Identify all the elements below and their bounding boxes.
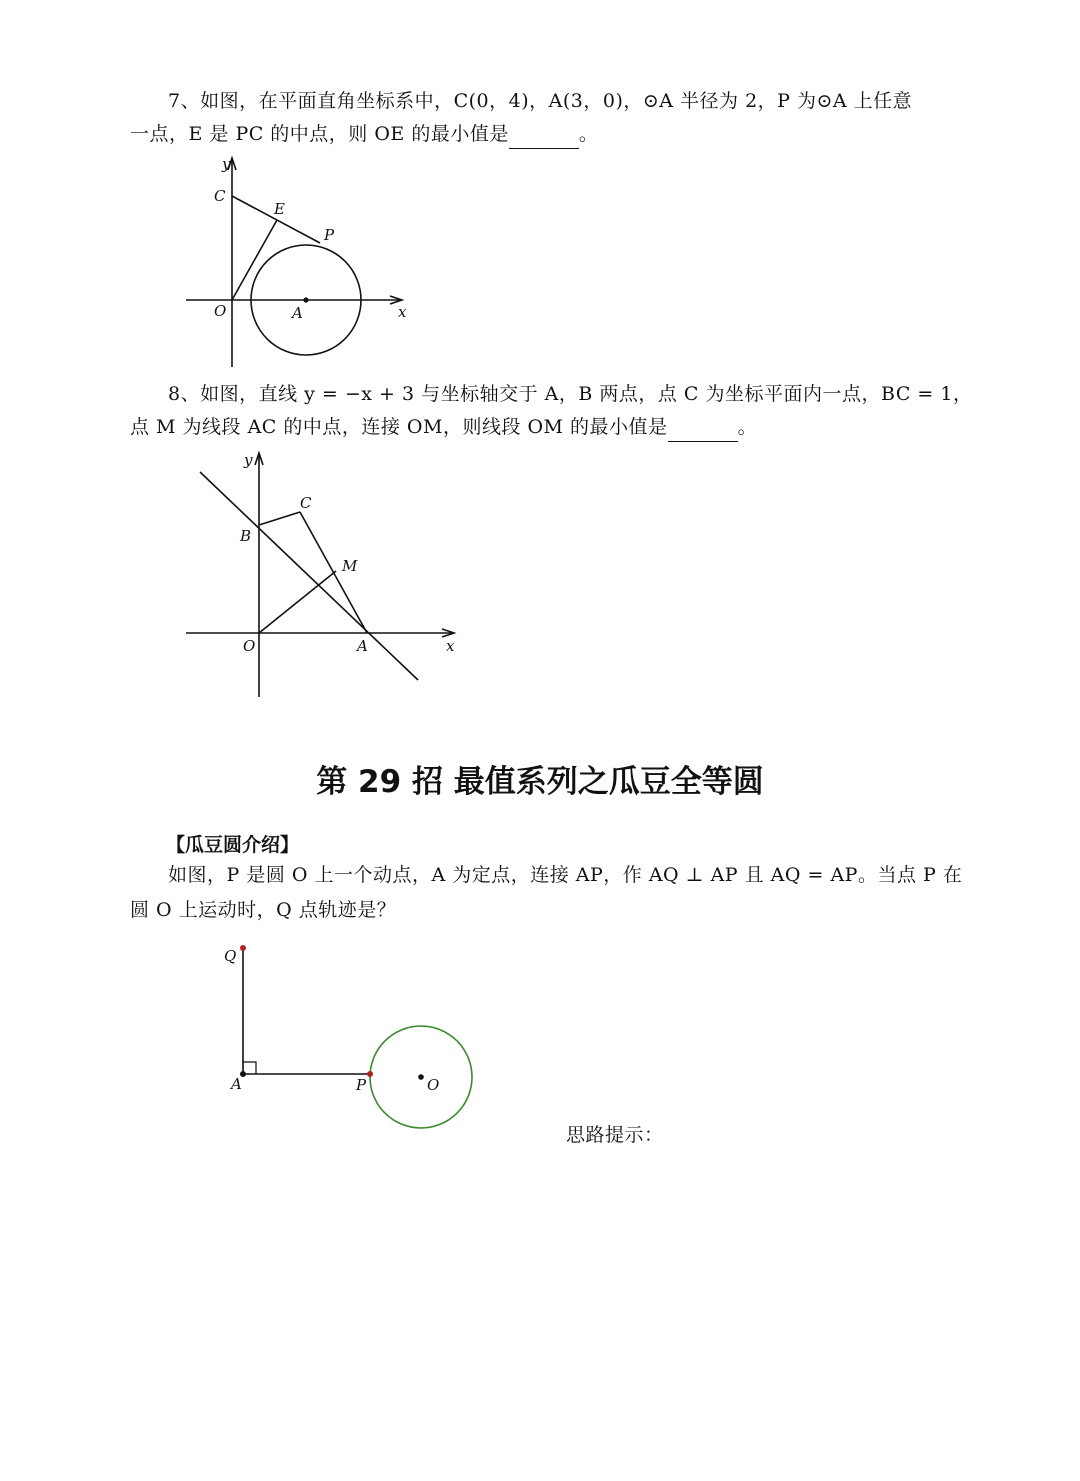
point-O: [418, 1074, 424, 1080]
section-title: 第 29 招 最值系列之瓜豆全等圆: [316, 764, 764, 800]
intro-heading: 【瓜豆圆介绍】: [166, 834, 300, 856]
label-O: O: [214, 302, 227, 320]
hint-text: 思路提示：: [566, 1124, 664, 1146]
label-O: O: [427, 1076, 440, 1094]
label-A: A: [357, 637, 368, 655]
point-Q: [240, 945, 246, 951]
problem8-line2-text: 点 M 为线段 AC 的中点，连接 OM，则线段 OM 的最小值是: [130, 416, 668, 438]
point-P: [367, 1071, 373, 1077]
label-P: P: [356, 1076, 367, 1094]
intro-line1: 如图，P 是圆 O 上一个动点，A 为定点，连接 AP，作 AQ ⊥ AP 且 AQ = AP。当点 P 在: [168, 864, 963, 886]
intro-line2: 圆 O 上运动时，Q 点轨迹是？: [130, 899, 397, 921]
problem8-line1: 8、如图，直线 y = −x + 3 与坐标轴交于 A，B 两点，点 C 为坐标平面内一点，BC = 1，: [168, 383, 973, 405]
label-x: x: [446, 637, 455, 655]
label-C: C: [300, 494, 312, 512]
label-C: C: [214, 187, 226, 205]
label-A: A: [231, 1075, 242, 1093]
label-x: x: [398, 303, 407, 321]
label-y: y: [244, 451, 253, 469]
label-O: O: [243, 637, 256, 655]
label-B: B: [240, 527, 252, 545]
label-A: A: [292, 304, 303, 322]
label-Q: Q: [224, 947, 237, 965]
problem7-line2-text: 一点，E 是 PC 的中点，则 OE 的最小值是: [130, 123, 509, 145]
label-P: P: [324, 226, 335, 244]
label-y: y: [222, 155, 231, 173]
problem7-line2-end: 。: [578, 123, 599, 145]
label-M: M: [342, 557, 358, 575]
label-E: E: [274, 200, 285, 218]
problem7-line1: 7、如图，在平面直角坐标系中，C(0，4)，A(3，0)，⊙A 半径为 2，P 为⊙A 上任意: [168, 90, 913, 112]
problem8-line2-end: 。: [737, 416, 758, 438]
